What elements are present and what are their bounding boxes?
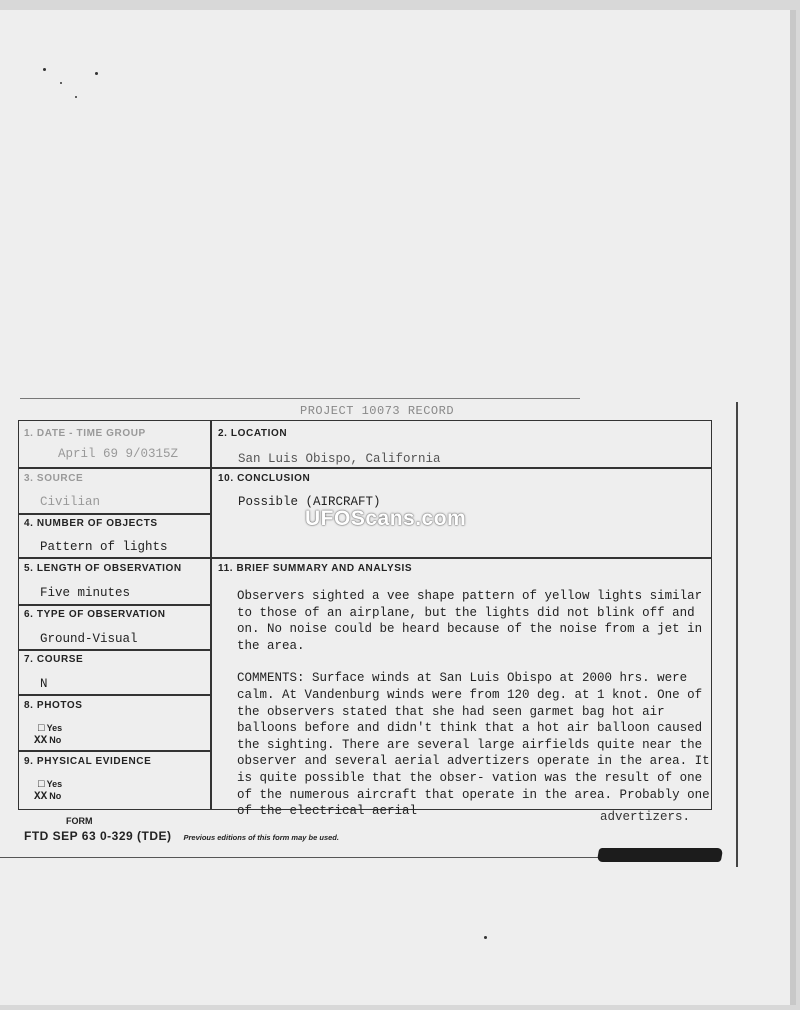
document-page [0,10,796,1005]
summary-label: 11. BRIEF SUMMARY AND ANALYSIS [218,563,413,574]
physical-evidence-yes-option [38,779,62,791]
previous-editions-note: Previous editions of this form may be used. [183,833,339,842]
summary-overflow: advertizers. [600,810,691,824]
photos-label: 8. PHOTOS [24,700,83,711]
length-of-observation-label: 5. LENGTH OF OBSERVATION [24,563,182,574]
photos-yes-label: Yes [46,723,63,733]
source-label: 3. SOURCE [24,473,84,484]
scan-speck [43,68,46,71]
photos-no-option [34,735,61,747]
column-divider [210,420,212,810]
footer-form-line [24,827,339,845]
footer-form-word: FORM [66,816,93,826]
course-label: 7. COURSE [24,654,84,665]
type-of-observation-value: Ground-Visual [40,632,138,646]
scan-speck [60,82,62,84]
physical-evidence-no-label: No [49,791,62,801]
row-divider [18,649,210,651]
right-margin-rule [736,402,738,867]
checkbox-marked-icon: XX [34,791,48,803]
date-time-group-label: 1. DATE - TIME GROUP [24,428,146,439]
row-divider [18,513,210,515]
photos-yes-option [38,723,62,735]
summary-paragraph: COMMENTS: Surface winds at San Luis Obispo at 2000 hrs. were calm. At Vandenburg winds were from 120 deg. at 1 knot. One of the observers stated that she had seen garmet bag hot air balloons before and didn't think that a hot air balloon caused the sighting. There are several large airfields quite near the observer and several aerial advertizers operate in the area. It is quite possible that the obser- vation was the result of one of the numerous aircraft that operate in the area. Probably one of the electrical aerial [237,671,710,819]
row-divider [18,467,712,469]
number-of-objects-value: Pattern of lights [40,540,168,554]
length-of-observation-value: Five minutes [40,586,131,600]
row-divider [18,557,712,559]
photos-no-label: No [49,735,62,745]
conclusion-value: Possible (AIRCRAFT) [238,495,381,509]
checkbox-marked-icon: XX [34,735,48,747]
checkbox-empty-icon: □ [38,723,45,735]
scan-speck [75,96,77,98]
physical-evidence-label: 9. PHYSICAL EVIDENCE [24,756,152,767]
location-value: San Luis Obispo, California [238,452,441,466]
location-label: 2. LOCATION [218,428,288,439]
ink-smudge [597,848,723,862]
form-code: FTD SEP 63 0-329 (TDE) [24,829,172,843]
number-of-objects-label: 4. NUMBER OF OBJECTS [24,518,158,529]
scan-speck [484,936,487,939]
conclusion-label: 10. CONCLUSION [218,473,311,484]
record-top-rule [20,398,580,399]
physical-evidence-no-option [34,791,61,803]
bottom-rule [0,857,600,858]
summary-text [237,588,713,820]
row-divider [18,750,210,752]
source-value: Civilian [40,495,101,509]
scan-speck [95,72,98,75]
date-time-group-value: April 69 9/0315Z [58,447,179,461]
row-divider [18,694,210,696]
summary-paragraph: Observers sighted a vee shape pattern of yellow lights similar to those of an airplane, but the lights did not blink off and on. No noise could be heard because of the noise from a jet in the area. [237,589,703,653]
checkbox-empty-icon: □ [38,779,45,791]
course-value: N [40,677,48,691]
watermark: UFOScans.com [305,507,467,530]
physical-evidence-yes-label: Yes [46,779,63,789]
type-of-observation-label: 6. TYPE OF OBSERVATION [24,609,166,620]
record-title: PROJECT 10073 RECORD [300,404,455,418]
row-divider [18,604,210,606]
